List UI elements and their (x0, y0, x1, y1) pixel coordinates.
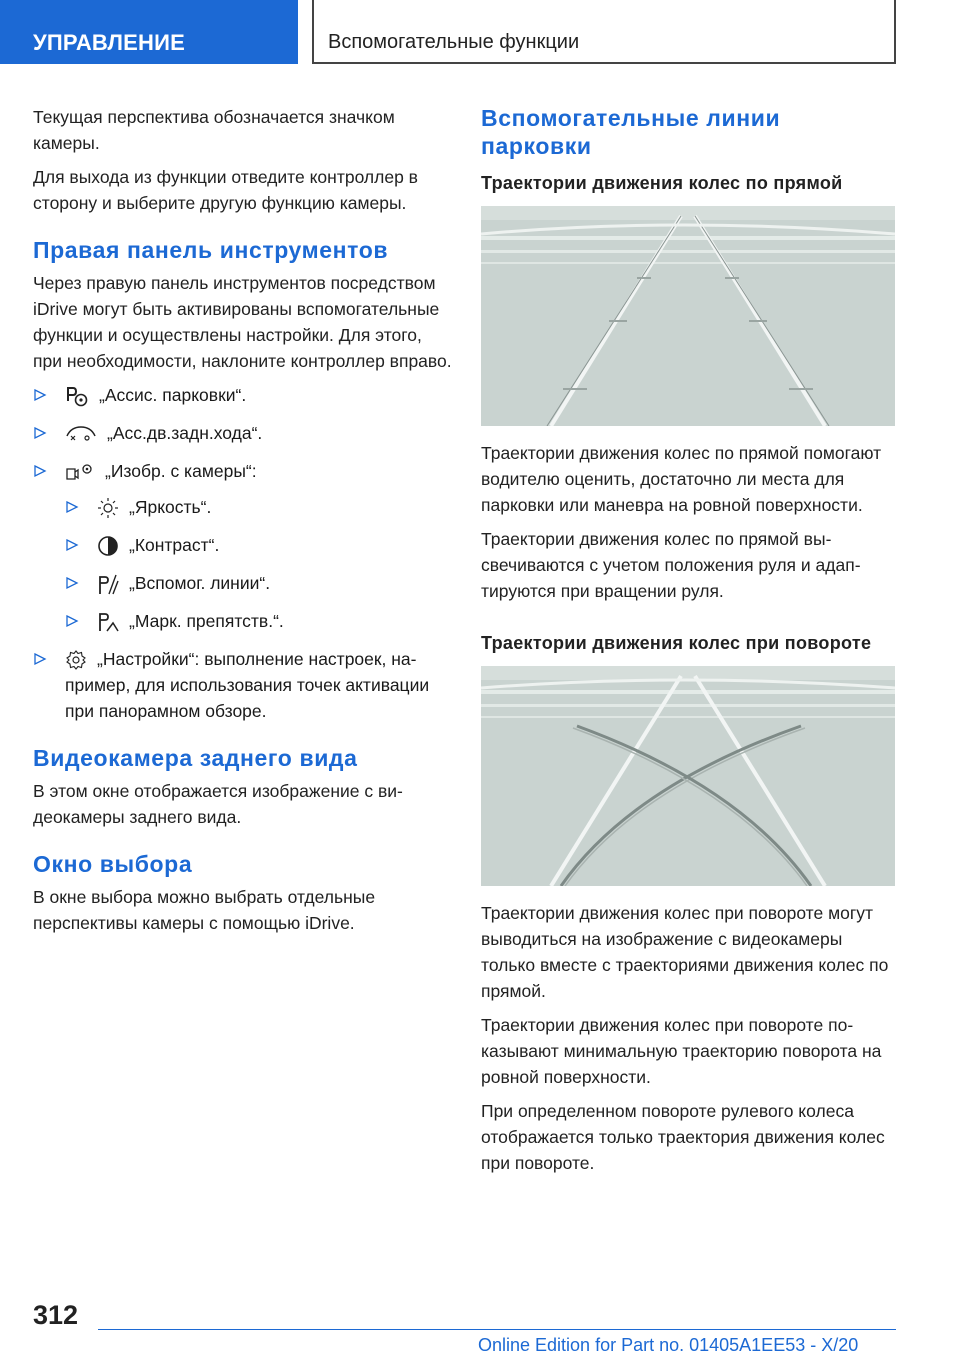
right-panel-text: Через правую панель инструментов посредством iDrive могут быть активированы вспомогательные функции и осуществлены настройки. Для этого, при необходимости, наклоните контроллер вправо. (33, 273, 452, 371)
rear-camera-text: В этом окне отображается изображение с видеокамеры заднего вида. (33, 781, 403, 827)
turning-paths-subheading: Траектории движения колес при повороте (481, 633, 872, 653)
straight-paths-subheading: Траектории движения колес по прямой (481, 173, 843, 193)
intro-paragraph-1: Текущая перспектива обозначается значком камеры. (33, 107, 395, 153)
left-column (33, 104, 453, 944)
page-number: 312 (33, 1300, 79, 1330)
camera-settings-icon (65, 461, 95, 483)
straight-paths-text-1: Траектории движения колес по прямой помогают водителю оценить, достаточно ли места для парковки или маневра на ровной поверхности. (481, 443, 882, 515)
right-panel-menu (33, 382, 453, 724)
menu-item-reverse-assist[interactable]: „Асс.дв.задн.хода“. (33, 420, 453, 446)
turning-paths-text-3: При определенном повороте рулевого колеса отображается только траектория движения колес при повороте. (481, 1101, 885, 1173)
submenu-item-contrast[interactable]: „Контраст“. (65, 532, 453, 558)
brightness-icon (97, 497, 119, 519)
bullet-triangle-icon (33, 458, 47, 484)
bullet-triangle-icon (33, 382, 47, 408)
right-column (481, 104, 897, 1184)
submenu-item-guide-lines[interactable]: „Вспомог. линии“. (65, 570, 453, 596)
edition-link[interactable]: Online Edition for Part no. 01405A1EE53 - X/20 (478, 1335, 859, 1355)
footer-divider (98, 1329, 896, 1330)
bullet-triangle-icon (65, 532, 79, 558)
camera-image-submenu (65, 494, 453, 634)
contrast-icon (97, 535, 119, 557)
straight-paths-illustration (481, 206, 895, 426)
turning-paths-text-2: Траектории движения колес при повороте показывают минимальную траекторию поворота на ровной поверхности. (481, 1015, 882, 1087)
reverse-assist-icon (65, 424, 97, 444)
menu-item-settings[interactable]: „Настройки“: выполнение настроек, например, для использования точек активации при панорамном обзоре. (33, 646, 453, 724)
turning-paths-text-1: Траектории движения колес при повороте могут выводиться на изображение с видеокамеры только вместе с траекториями движения колес по прямой. (481, 903, 889, 1001)
turning-paths-illustration (481, 666, 895, 886)
submenu-item-obstacle-marking[interactable]: „Марк. препятств.“. (65, 608, 453, 634)
bullet-triangle-icon (65, 608, 79, 634)
obstacle-marking-icon (97, 611, 119, 633)
right-panel-heading: Правая панель инструментов (33, 237, 389, 263)
submenu-item-brightness[interactable]: „Яркость“. (65, 494, 453, 520)
menu-item-camera-image[interactable]: „Изобр. с камеры“: „Яркость“. „Контраст“. „Вспомог. линии“. „Марк. препятств.“. (33, 458, 453, 634)
intro-paragraph-2: Для выхода из функции отведите контроллер в сторону и выберите другую функцию камеры. (33, 167, 418, 213)
bullet-triangle-icon (65, 570, 79, 596)
settings-gear-icon (65, 649, 87, 671)
select-window-heading: Окно выбора (33, 851, 193, 877)
bullet-triangle-icon (33, 646, 47, 672)
guide-lines-icon (97, 573, 119, 595)
straight-paths-text-2: Траектории движения колес по прямой высвечиваются с учетом положения руля и адаптируются при вращении руля. (481, 529, 861, 601)
rear-camera-heading: Видеокамера заднего вида (33, 745, 358, 771)
bullet-triangle-icon (65, 494, 79, 520)
bullet-triangle-icon (33, 420, 47, 446)
chapter-title: Вспомогательные функции (312, 0, 896, 64)
section-tab: УПРАВЛЕНИЕ (0, 0, 298, 64)
parking-assist-icon (65, 385, 89, 407)
parking-lines-heading: Вспомогательные линии парковки (481, 105, 781, 159)
select-window-text: В окне выбора можно выбрать отдельные перспективы камеры с помощью iDrive. (33, 887, 376, 933)
menu-item-parking-assist[interactable]: „Ассис. парковки“. (33, 382, 453, 408)
